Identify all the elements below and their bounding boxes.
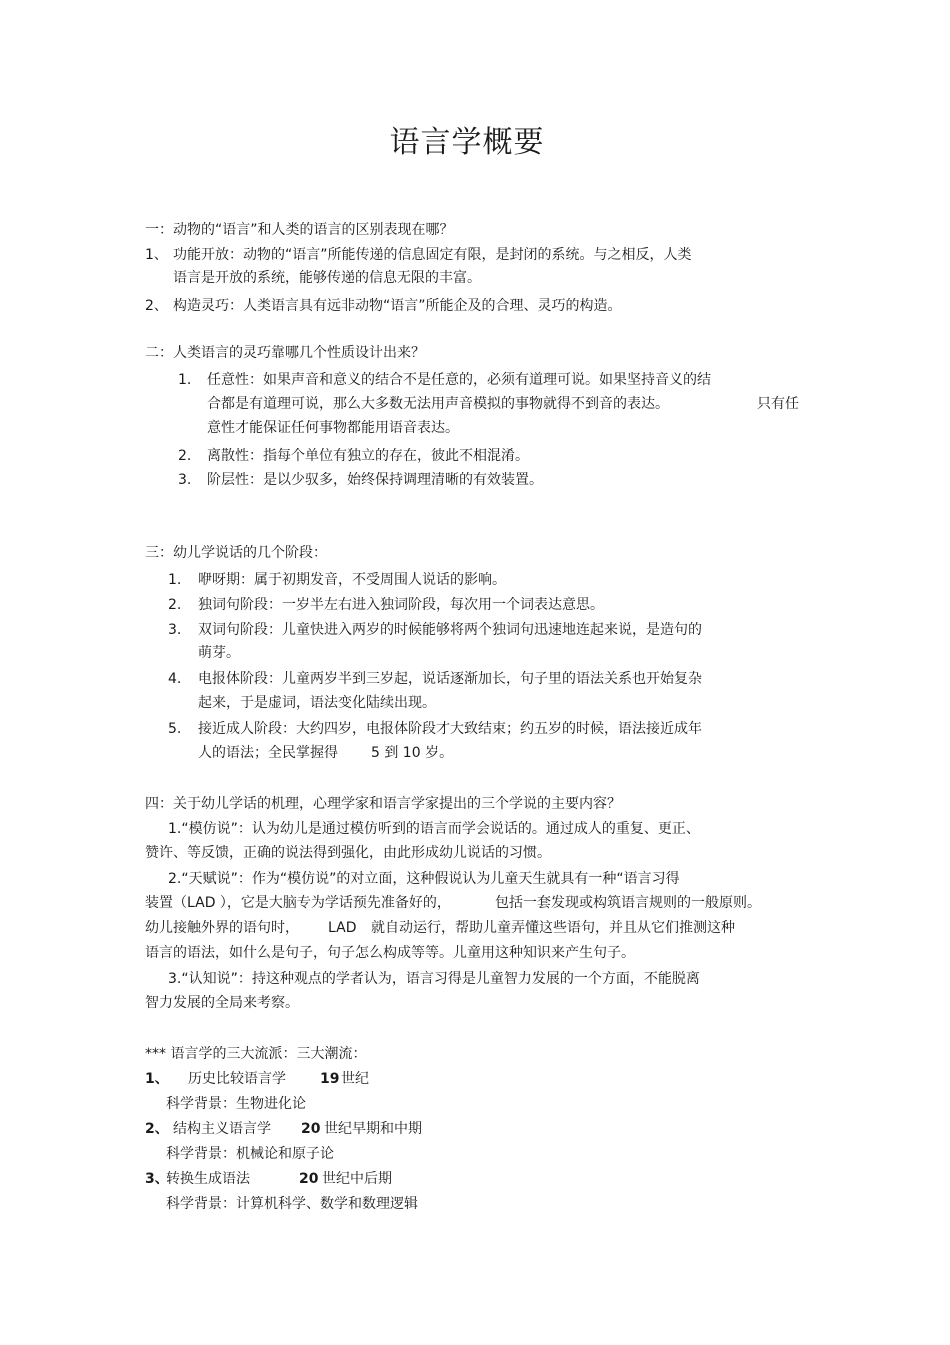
school-1-name: 历史比较语言学: [188, 1071, 286, 1087]
section-3-heading: 三：幼儿学说话的几个阶段：: [145, 545, 327, 561]
section-3-item-2-line-1: 独词句阶段：一岁半左右进入独词阶段，每次用一个词表达意思。: [198, 597, 604, 613]
school-2-century-number: 20: [301, 1121, 321, 1137]
section-3-item-3-number: 3.: [168, 622, 182, 638]
section-3-item-4-number: 4.: [168, 671, 182, 687]
section-3-item-3-line-2: 萌芽。: [198, 645, 240, 661]
school-1-background: 科学背景：生物进化论: [166, 1096, 306, 1112]
section-3-item-2-number: 2.: [168, 597, 182, 613]
school-2-background: 科学背景：机械论和原子论: [166, 1146, 334, 1162]
section-3-item-4-line-1: 电报体阶段：儿童两岁半到三岁起，说话逐渐加长，句子里的语法关系也开始复杂: [198, 671, 702, 687]
school-3-background: 科学背景：计算机科学、数学和数理逻辑: [166, 1196, 418, 1212]
section-3-item-1-number: 1.: [168, 572, 182, 588]
section-4-para-2-line-1: 2.“天赋说”：作为“模仿说”的对立面，这种假说认为儿童天生就具有一种“语言习得: [168, 871, 680, 887]
section-2-item-2-line-1: 离散性：指每个单位有独立的存在，彼此不相混淆。: [207, 448, 529, 464]
section-3-item-1-line-1: 咿呀期：属于初期发音，不受周围人说话的影响。: [198, 572, 506, 588]
school-3-number: 3、: [145, 1171, 169, 1187]
section-1-item-1-number: 1、: [145, 247, 168, 263]
document-title: 语言学概要: [389, 125, 545, 160]
section-4-heading: 四：关于幼儿学话的机理，心理学家和语言学家提出的三个学说的主要内容？: [145, 796, 621, 812]
school-2-name: 结构主义语言学: [173, 1121, 271, 1137]
school-1-number: 1、: [145, 1071, 169, 1087]
section-3-item-5-number: 5.: [168, 721, 182, 737]
school-3-century-number: 20: [299, 1171, 319, 1187]
school-1-century-number: 19: [320, 1071, 340, 1087]
school-1-century-text: 世纪: [341, 1071, 369, 1087]
school-3-name: 转换生成语法: [166, 1171, 250, 1187]
section-3-item-5-age-range: 5 到 10 岁。: [371, 745, 454, 761]
section-1-item-2-number: 2、: [145, 298, 168, 314]
section-2-item-3-number: 3.: [178, 472, 192, 488]
section-3-item-4-line-2: 起来，于是虚词，语法变化陆续出现。: [198, 695, 436, 711]
section-4-para-2-line-3-tail: 就自动运行，帮助儿童弄懂这些语句，并且从它们推测这种: [371, 920, 735, 936]
section-4-para-2-line-2: 装置（LAD ），它是大脑专为学话预先准备好的，: [145, 895, 451, 911]
section-4-para-3-line-2: 智力发展的全局来考察。: [145, 995, 299, 1011]
section-4-para-1-line-2: 赞许、等反馈，正确的说法得到强化，由此形成幼儿说话的习惯。: [145, 845, 551, 861]
section-1-item-2-line-1: 构造灵巧：人类语言具有远非动物“语言”所能企及的合理、灵巧的构造。: [173, 298, 622, 314]
section-1-item-1-line-2: 语言是开放的系统，能够传递的信息无限的丰富。: [173, 270, 481, 286]
section-3-item-3-line-1: 双词句阶段：儿童快进入两岁的时候能够将两个独词句迅速地连起来说，是造句的: [198, 622, 702, 638]
section-2-item-1-line-2: 合都是有道理可说，那么大多数无法用声音模拟的事物就得不到音的表达。: [207, 396, 669, 412]
school-2-century-text: 世纪早期和中期: [324, 1121, 422, 1137]
section-2-item-1-line-1: 任意性：如果声音和意义的结合不是任意的，必须有道理可说。如果坚持音义的结: [207, 372, 711, 388]
section-4-para-2-line-2-tail: 包括一套发现或构筑语言规则的一般原则。: [495, 895, 761, 911]
section-2-heading: 二：人类语言的灵巧靠哪几个性质设计出来？: [145, 345, 425, 361]
section-2-item-1-line-2-tail: 只有任: [757, 396, 799, 412]
section-3-item-5-line-1: 接近成人阶段：大约四岁，电报体阶段才大致结束；约五岁的时候，语法接近成年: [198, 721, 702, 737]
section-2-item-2-number: 2.: [178, 448, 192, 464]
section-1-heading: 一：动物的“语言”和人类的语言的区别表现在哪？: [145, 222, 454, 238]
section-4-para-1-line-1: 1.“模仿说”：认为幼儿是通过模仿听到的语言而学会说话的。通过成人的重复、更正、: [168, 821, 700, 837]
section-4-para-2-line-4: 语言的语法，如什么是句子，句子怎么构成等等。儿童用这种知识来产生句子。: [145, 945, 635, 961]
section-3-item-5-line-2: 人的语法；全民掌握得: [198, 745, 338, 761]
section-4-para-2-line-3: 幼儿接触外界的语句时，: [145, 920, 299, 936]
section-2-item-3-line-1: 阶层性：是以少驭多，始终保持调理清晰的有效装置。: [207, 472, 543, 488]
school-3-century-text: 世纪中后期: [322, 1171, 392, 1187]
school-2-number: 2、: [145, 1121, 169, 1137]
section-2-item-1-line-3: 意性才能保证任何事物都能用语音表达。: [207, 420, 459, 436]
section-4-para-3-line-1: 3.“认知说”：持这种观点的学者认为，语言习得是儿童智力发展的一个方面，不能脱离: [168, 971, 700, 987]
section-2-item-1-number: 1.: [178, 372, 192, 388]
section-1-item-1-line-1: 功能开放：动物的“语言”所能传递的信息固定有限，是封闭的系统。与之相反，人类: [173, 247, 692, 263]
section-5-heading: *** 语言学的三大流派：三大潮流：: [145, 1046, 367, 1062]
section-4-lad-label: LAD: [328, 920, 357, 936]
